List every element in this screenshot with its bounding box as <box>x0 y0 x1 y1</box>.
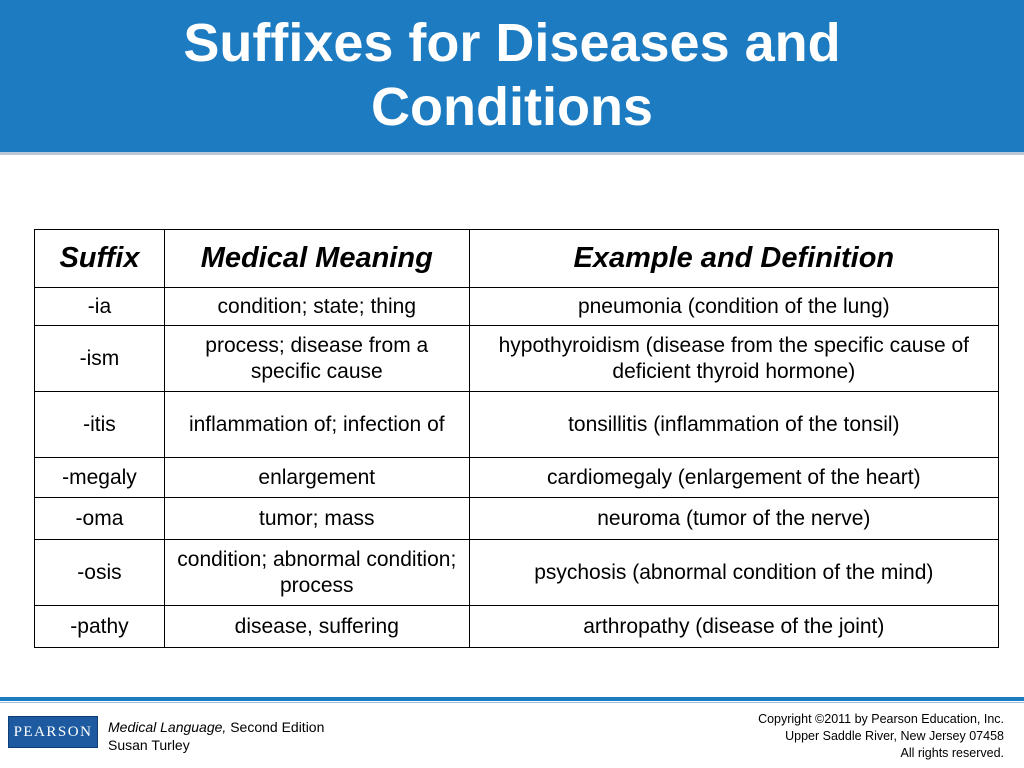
cell-meaning: condition; abnormal condition; process <box>164 540 469 606</box>
title-divider <box>0 152 1024 155</box>
cell-suffix: -ism <box>35 326 165 392</box>
cell-suffix: -osis <box>35 540 165 606</box>
table-row <box>35 540 999 606</box>
cell-meaning: condition; state; thing <box>164 288 469 326</box>
table-row <box>35 498 999 540</box>
slide-title: Suffixes for Diseases and Conditions <box>183 13 841 137</box>
footer-copyright <box>758 711 1004 762</box>
cell-meaning: disease, suffering <box>164 606 469 648</box>
book-title-line <box>108 718 324 736</box>
cell-meaning: tumor; mass <box>164 498 469 540</box>
footer-divider <box>0 697 1024 701</box>
pearson-logo-text: PEARSON <box>13 723 93 740</box>
cell-example: hypothyroidism (disease from the specific cause of deficient thyroid hormone) <box>469 326 998 392</box>
cell-meaning: inflammation of; infection of <box>164 392 469 458</box>
table-row <box>35 326 999 392</box>
table-row <box>35 392 999 458</box>
cell-suffix: -megaly <box>35 458 165 498</box>
table-row <box>35 458 999 498</box>
cell-example: psychosis (abnormal condition of the mind) <box>469 540 998 606</box>
copyright-address: Upper Saddle River, New Jersey 07458 <box>785 729 1004 743</box>
table-row <box>35 288 999 326</box>
book-author: Susan Turley <box>108 737 190 753</box>
copyright-rights: All rights reserved. <box>900 746 1004 760</box>
cell-suffix: -itis <box>35 392 165 458</box>
book-title: Medical Language, <box>108 719 227 735</box>
header-suffix: Suffix <box>35 230 165 288</box>
footer-divider-thin <box>0 702 1024 703</box>
suffix-table <box>34 229 999 648</box>
cell-example: neuroma (tumor of the nerve) <box>469 498 998 540</box>
cell-meaning: enlargement <box>164 458 469 498</box>
title-bar <box>0 0 1024 152</box>
cell-example: pneumonia (condition of the lung) <box>469 288 998 326</box>
book-edition: Second Edition <box>226 719 325 735</box>
cell-suffix: -oma <box>35 498 165 540</box>
copyright-text: Copyright ©2011 by Pearson Education, Inc. <box>758 712 1004 726</box>
table-row <box>35 606 999 648</box>
cell-example: cardiomegaly (enlargement of the heart) <box>469 458 998 498</box>
table-header-row <box>35 230 999 288</box>
cell-example: arthropathy (disease of the joint) <box>469 606 998 648</box>
footer-book-info <box>108 718 324 754</box>
cell-example: tonsillitis (inflammation of the tonsil) <box>469 392 998 458</box>
header-example-definition: Example and Definition <box>469 230 998 288</box>
cell-meaning: process; disease from a specific cause <box>164 326 469 392</box>
cell-suffix: -ia <box>35 288 165 326</box>
header-medical-meaning: Medical Meaning <box>164 230 469 288</box>
cell-suffix: -pathy <box>35 606 165 648</box>
pearson-logo <box>8 716 98 748</box>
